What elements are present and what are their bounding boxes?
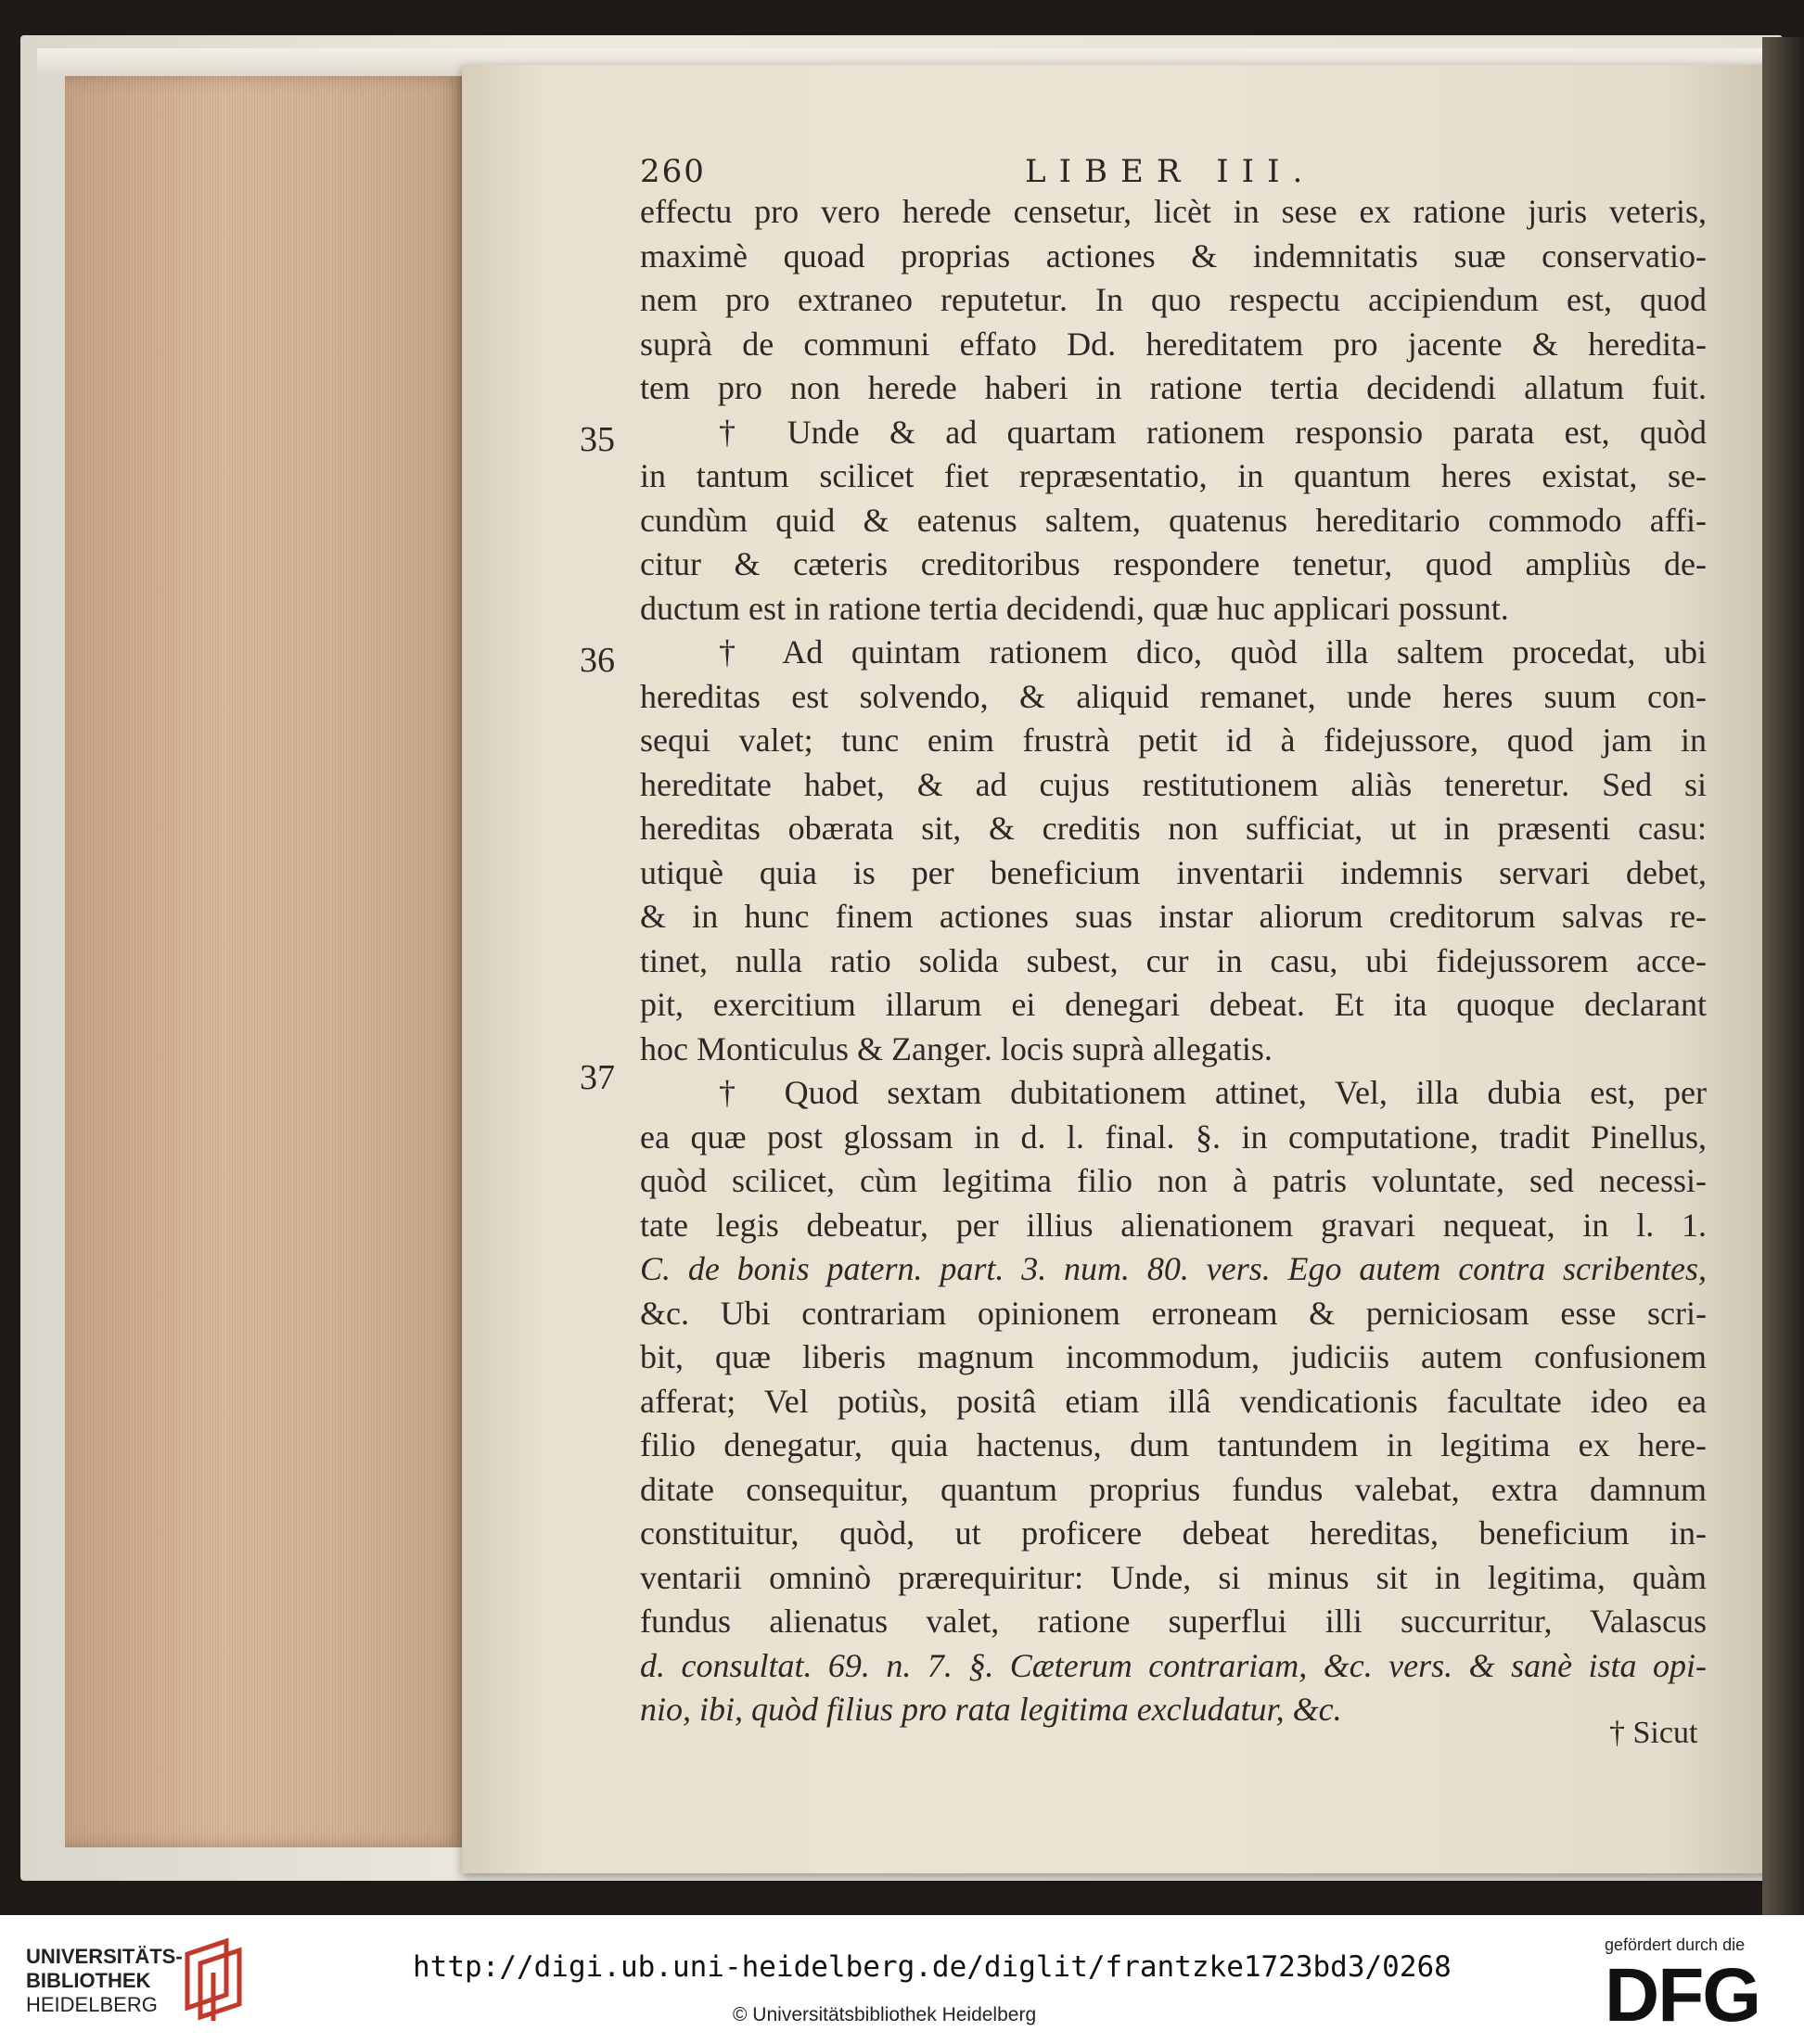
dfg-logo-icon[interactable] — [1605, 1960, 1781, 2028]
text-line: filio denegatur, quia hactenus, dum tantundem in legitima ex here- — [640, 1426, 1707, 1463]
library-name-line: BIBLIOTHEK — [26, 1969, 151, 1992]
dfg-caption: gefördert durch die — [1605, 1935, 1746, 1954]
text-line: ventarii omninò prærequiritur: Unde, si minus sit in legitima, quàm — [640, 1558, 1707, 1596]
text-line: † Ad quintam rationem dico, quòd illa saltem procedat, ubi — [719, 633, 1707, 671]
running-head-book: LIBER III. — [1025, 153, 1316, 190]
text-line: † Quod sextam dubitationem attinet, Vel, illa dubia est, per — [719, 1074, 1707, 1111]
text-line: cundùm quid & eatenus saltem, quatenus hereditario commodo affi- — [640, 501, 1707, 539]
library-name-line: HEIDELBERG — [26, 1993, 158, 2016]
copyright-notice: © Universitätsbibliothek Heidelberg — [733, 2004, 1037, 2025]
page-text — [640, 190, 1707, 1732]
text-line: bit, quæ liberis magnum incommodum, judiciis autem confusionem — [640, 1338, 1707, 1375]
text-line: pit, exercitium illarum ei denegari debeat. Et ita quoque declarant — [640, 986, 1707, 1023]
text-line: & in hunc finem actiones suas instar aliorum creditorum salvas re- — [640, 898, 1707, 935]
text-line: † Unde & ad quartam rationem responsio parata est, quòd — [719, 413, 1707, 451]
text-line: utiquè quia is per beneficium inventarii indemnis servari debet, — [640, 853, 1707, 891]
text-line: &c. Ubi contrariam opinionem erroneam & perniciosam esse scri- — [640, 1294, 1707, 1332]
library-logo-icon[interactable] — [178, 1935, 247, 2025]
text-line: fundus alienatus valet, ratione superflui illi succurritur, Valascus — [640, 1603, 1707, 1640]
text-line: citur & cæteris creditoribus respondere tenetur, quod ampliùs de- — [640, 545, 1707, 582]
text-line: C. de bonis patern. part. 3. num. 80. vers. Ego autem contra scribentes, — [640, 1250, 1707, 1287]
page-fore-edge — [65, 76, 464, 1847]
text-line: effectu pro vero herede censetur, licèt in sese ex ratione juris veteris, — [640, 193, 1707, 230]
text-line: maximè quoad proprias actiones & indemnitatis suæ conservatio- — [640, 236, 1707, 275]
text-line: tinet, nulla ratio solida subest, cur in casu, ubi fidejussorem acce- — [640, 941, 1707, 979]
text-line: hereditas obærata sit, & creditis non sufficiat, ut in præsenti casu: — [640, 810, 1707, 847]
text-line: sequi valet; tunc enim frustrà petit id à fidejussore, quod jam in — [640, 722, 1707, 759]
text-line: in tantum scilicet fiet repræsentatio, in quantum heres existat, se- — [640, 457, 1707, 494]
text-line: d. consultat. 69. n. 7. §. Cæterum contrariam, &c. vers. & sanè ista opi- — [640, 1646, 1707, 1684]
text-line: tem pro non herede haberi in ratione tertia decidendi allatum fuit. — [640, 369, 1707, 406]
text-line: constituitur, quòd, ut proficere debeat hereditas, beneficium in- — [640, 1514, 1707, 1552]
margin-number: 35 — [580, 420, 615, 459]
dfg-logo-text: DFG — [1605, 1960, 1760, 2028]
text-line: suprà de communi effato Dd. hereditatem pro jacente & heredita- — [640, 325, 1707, 363]
margin-number: 37 — [580, 1058, 615, 1097]
spine-shadow — [1762, 37, 1804, 1915]
library-name-line: UNIVERSITÄTS- — [26, 1945, 183, 1968]
text-line: afferat; Vel potiùs, positâ etiam illâ vendicationis facultate ideo ea — [640, 1382, 1707, 1420]
text-line: ea quæ post glossam in d. l. final. §. in computatione, tradit Pinellus, — [640, 1118, 1707, 1156]
page-number: 260 — [640, 153, 706, 190]
text-line: ductum est in ratione tertia decidendi, quæ huc applicari possunt. — [640, 589, 1509, 627]
catchword: † Sicut — [1609, 1716, 1698, 1750]
text-line: tate legis debeatur, per illius alienationem gravari nequeat, in l. 1. — [640, 1206, 1707, 1244]
text-line: nio, ibi, quòd filius pro rata legitima excludatur, &c. — [640, 1691, 1342, 1728]
text-line: ditate consequitur, quantum proprius fundus valebat, extra damnum — [640, 1470, 1707, 1508]
text-line: nem pro extraneo reputetur. In quo respectu accipiendum est, quod — [640, 281, 1707, 318]
library-logo-text[interactable] — [26, 1945, 183, 2017]
permalink-url[interactable]: http://digi.ub.uni-heidelberg.de/diglit/frantzke1723bd3/0268 — [413, 1950, 1452, 1984]
text-line: hereditas est solvendo, & aliquid remanet, unde heres suum con- — [640, 677, 1707, 715]
text-line: hoc Monticulus & Zanger. locis suprà allegatis. — [640, 1029, 1273, 1067]
text-line: quòd scilicet, cùm legitima filio non à patris voluntate, sed necessi- — [640, 1162, 1707, 1199]
footer-bar — [0, 1915, 1804, 2044]
text-line: hereditate habet, & ad cujus restitutionem aliàs teneretur. Sed si — [640, 765, 1707, 803]
margin-number: 36 — [580, 641, 615, 680]
